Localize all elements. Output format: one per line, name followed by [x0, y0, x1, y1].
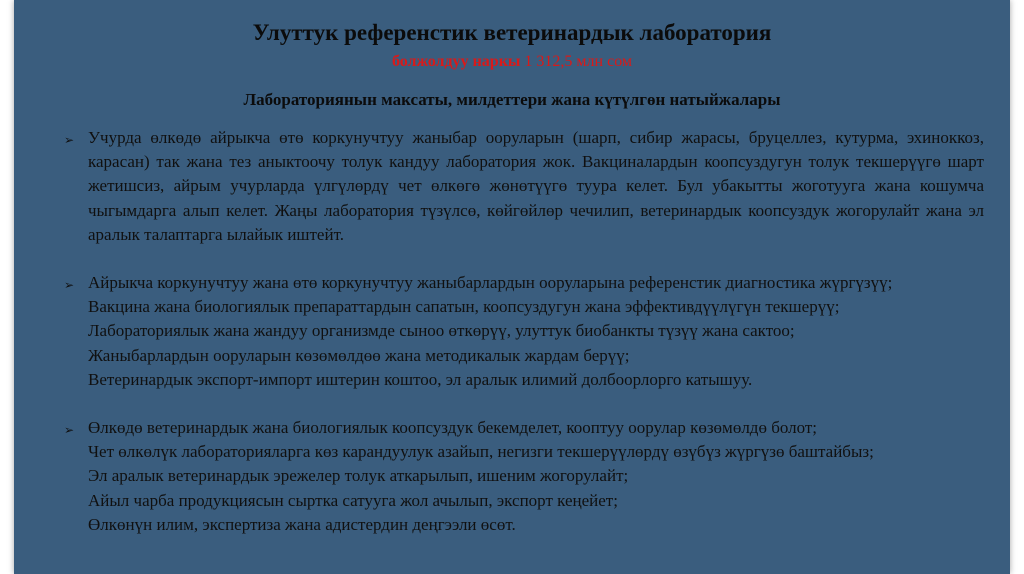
section-goals-line: Вакцина жана биологиялык препараттардын сапатын, коопсуздугун жана эффективдүүлүгүн текшерүү;: [88, 297, 840, 317]
funding-line: [14, 53, 1010, 71]
section-goals-line: Лабораториялык жана жандуу организмде сыноо өткөрүү, улуттук биобанкты түзүү жана сактоо;: [88, 321, 795, 341]
chevron-bullet-icon: ➢: [64, 278, 75, 293]
section-results-first: Өлкөдө ветеринардык жана биологиялык коопсуздук бекемделет, кооптуу оорулар көзөмөлдө болот;: [88, 418, 818, 438]
section-goals-first: Айрыкча коркунучтуу жана өтө коркунучтуу жаныбарлардын ооруларына референстик диагностика жүргүзүү;: [88, 273, 893, 293]
section-results-line: Айыл чарба продукциясын сыртка сатууга жол ачылып, экспорт кеңейет;: [88, 490, 618, 510]
slide-subtitle: Лабораториянын максаты, милдеттери жана күтүлгөн натыйжалары: [243, 90, 781, 109]
section-results-line: Өлкөнүн илим, экспертиза жана адистердин деңгээли өсөт.: [88, 514, 516, 534]
section-current-state: [64, 126, 984, 247]
section-goals-line: Жаныбарлардын ооруларын көзөмөлдөө жана методикалык жардам берүү;: [88, 345, 630, 365]
section-results-line: Эл аралык ветеринардык эрежелер толук аткарылып, ишеним жогорулайт;: [88, 466, 629, 486]
section-goals: [64, 271, 984, 392]
slide: [14, 0, 1010, 574]
section-goals-line: Ветеринардык экспорт-импорт иштерин коштоо, эл аралык илимий долбоорлорго катышуу.: [88, 369, 753, 389]
section-results-line: Чет өлкөлүк лабораторияларга көз карандуулук азайып, негизги текшерүүлөрдү өзүбүз жүргүзө баштайбыз;: [88, 442, 874, 462]
slide-body: [64, 126, 984, 537]
chevron-bullet-icon: ➢: [64, 133, 75, 147]
section-current-state-text: Учурда өлкөдө айрыкча өтө коркунучтуу жаныбар ооруларын (шарп, сибир жарасы, бруцеллез, кутурма, эхиноккоз, карасан) так жана тез аныктоочу толук кандуу лаборатория жок. Вакциналардын коопсуздугун толук текшерүүгө шарт жетишсиз, айрым учурларда үлгүлөрдү чет өлкөгө жөнөтүүгө туура келет. Бул убакытты жоготууга жана кошумча чыгымдарга алып келет. Жаңы лаборатория түзүлсө, көйгөйлөр чечилип, ветеринардык коопсуздук жогорулайт жана эл аралык талаптарга ылайык иштейт.: [88, 128, 984, 244]
slide-title: Улуттук референстик ветеринардык лаборатория: [252, 20, 772, 45]
funding-amount: 1 312,5 млн сом: [520, 53, 633, 70]
funding-label: болжолдуу наркы: [391, 53, 521, 70]
chevron-bullet-icon: ➢: [64, 423, 75, 438]
section-results: [64, 416, 984, 537]
